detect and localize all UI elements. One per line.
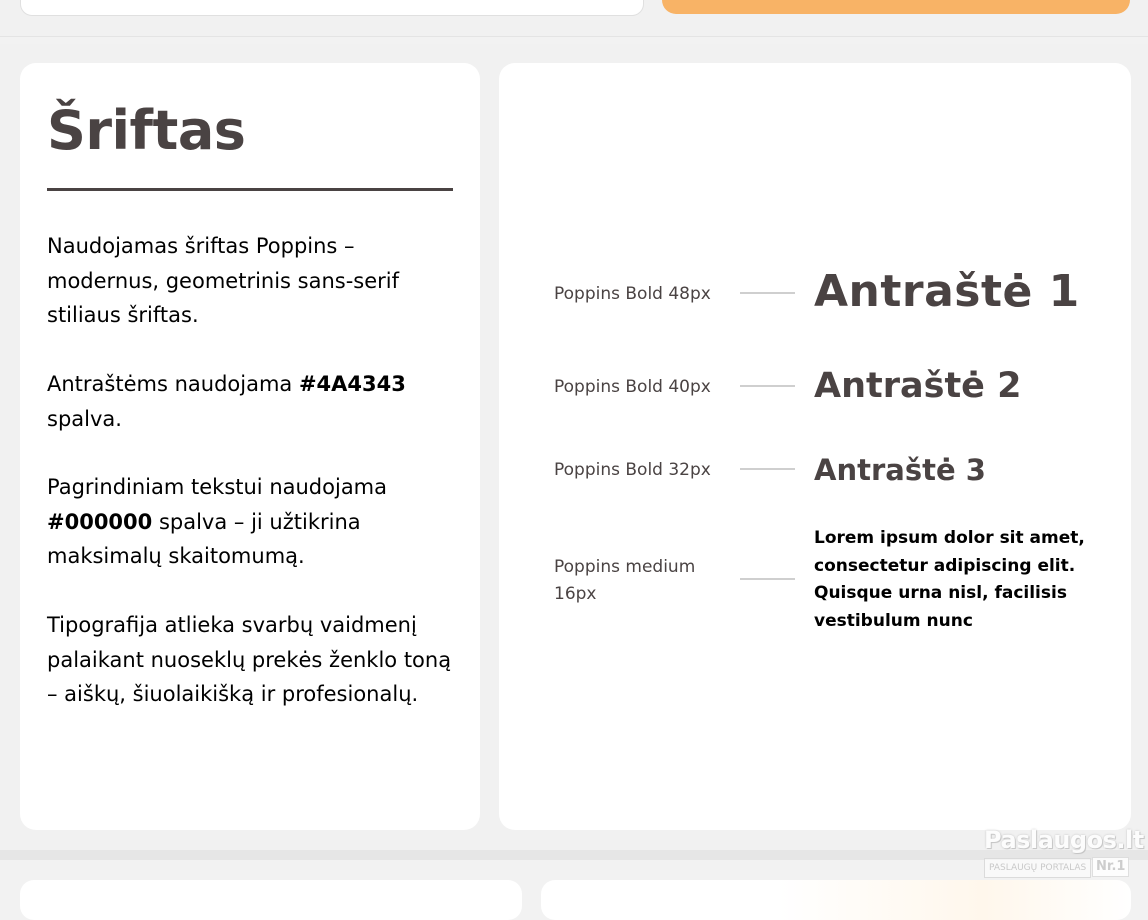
h3-sample: Antraštė 3 (814, 453, 986, 487)
h1-sample: Antraštė 1 (814, 266, 1080, 317)
body-text-sample: Lorem ipsum dolor sit amet, consectetur adipiscing elit. Quisque urna nisl, facilisis vestibulum nunc (814, 528, 1085, 631)
watermark-badge: Nr.1 (1092, 857, 1129, 877)
body-connector-line (740, 578, 795, 580)
watermark-tagline: PASLAUGŲ PORTALAS (984, 858, 1091, 878)
next-section-card-right (541, 880, 1131, 920)
body-spec-label-line2: 16px (554, 584, 597, 604)
heading-color-text-after: spalva. (47, 406, 122, 431)
watermark-logo (984, 826, 1144, 878)
watermark-brand: Paslaugos.lt (984, 826, 1144, 854)
heading-color-code: #4A4343 (298, 372, 406, 396)
title-divider (47, 188, 453, 191)
type-specimen-card (499, 63, 1131, 830)
font-intro-paragraph: Naudojamas šriftas Poppins – modernus, geometrinis sans-serif stiliaus šriftas. (47, 234, 400, 327)
h2-sample: Antraštė 2 (814, 366, 1022, 406)
h1-spec-label: Poppins Bold 48px (554, 284, 711, 304)
body-color-text-before: Pagrindiniam tekstui naudojama (47, 475, 388, 499)
next-section-card-left (20, 880, 522, 920)
h1-connector-line (740, 292, 795, 294)
body-color-code: #000000 (47, 509, 153, 534)
body-spec-label-line1: Poppins medium (554, 557, 696, 577)
h2-connector-line (740, 385, 795, 387)
section-title: Šriftas (47, 99, 246, 162)
h2-spec-label: Poppins Bold 40px (554, 377, 711, 397)
heading-color-paragraph (47, 367, 457, 436)
h3-connector-line (740, 468, 795, 470)
top-card (20, 0, 644, 16)
typography-role-paragraph: Tipografija atlieka svarbų vaidmenį palaikant nuoseklų prekės ženklo toną – aiškų, šiuolaikišką ir profesionalų. (47, 613, 452, 706)
top-accent-card (662, 0, 1130, 14)
body-color-paragraph (47, 470, 457, 574)
section-divider (0, 850, 1148, 860)
heading-color-text-before: Antraštėms naudojama (47, 372, 299, 396)
body-color-text-after: spalva – ji užtikrina maksimalų skaitomumą. (47, 509, 361, 568)
font-description-card (20, 63, 480, 830)
h3-spec-label: Poppins Bold 32px (554, 460, 711, 480)
